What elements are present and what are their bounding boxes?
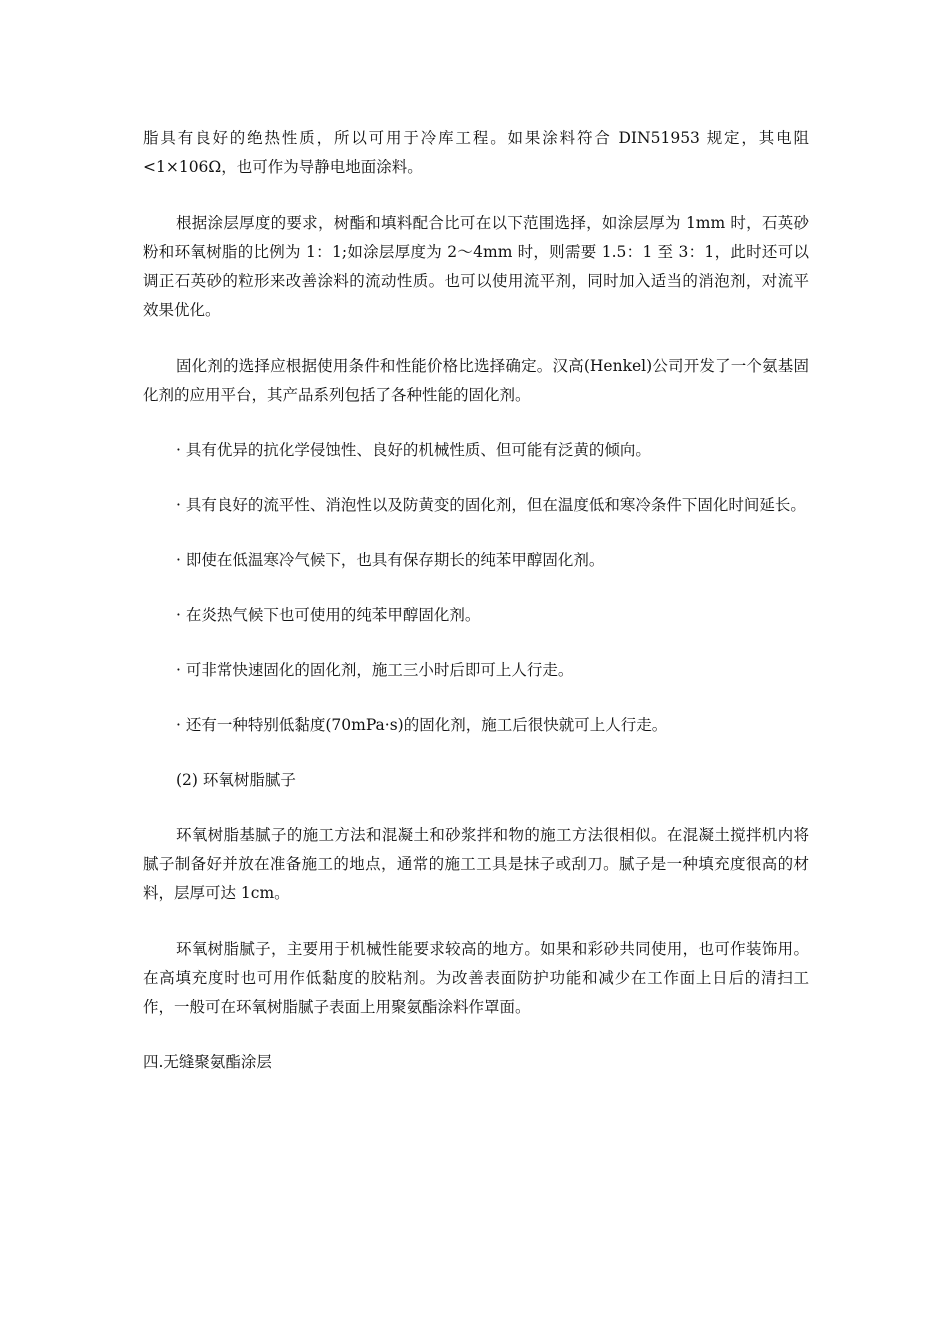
- paragraph-mix-ratio: 根据涂层厚度的要求，树酯和填料配合比可在以下范围选择，如涂层厚为 1mm 时，石英砂粉和环氧树脂的比例为 1：1;如涂层厚度为 2～4mm 时，则需要 1.5：1 至 3：1，此时还可以调正石英砂的粒形来改善涂料的流动性质。也可以使用流平剂，同时加入适当的消泡剂，对流平效果优化。: [143, 214, 809, 319]
- paragraph-curing-agent: 固化剂的选择应根据使用条件和性能价格比选择确定。汉高(Henkel)公司开发了一个氨基固化剂的应用平台，其产品系列包括了各种性能的固化剂。: [143, 357, 809, 404]
- document-page: [143, 124, 809, 1077]
- section-heading-epoxy-putty: (2) 环氧树脂腻子: [176, 771, 296, 789]
- bullet-item: · 可非常快速固化的固化剂，施工三小时后即可上人行走。: [176, 661, 574, 679]
- section-heading-polyurethane: 四.无缝聚氨酯涂层: [143, 1053, 272, 1071]
- paragraph-putty-usage: 环氧树脂腻子，主要用于机械性能要求较高的地方。如果和彩砂共同使用，也可作装饰用。在高填充度时也可用作低黏度的胶粘剂。为改善表面防护功能和减少在工作面上日后的清扫工作，一般可在环氧树脂腻子表面上用聚氨酯涂料作罩面。: [143, 940, 809, 1016]
- bullet-item: · 具有优异的抗化学侵蚀性、良好的机械性质、但可能有泛黄的倾向。: [176, 441, 651, 459]
- paragraph-insulation: 脂具有良好的绝热性质，所以可用于冷库工程。如果涂料符合 DIN51953 规定，其电阻<1×106Ω，也可作为导静电地面涂料。: [143, 129, 809, 176]
- paragraph-putty-method: 环氧树脂基腻子的施工方法和混凝土和砂浆拌和物的施工方法很相似。在混凝土搅拌机内将腻子制备好并放在准备施工的地点，通常的施工工具是抹子或刮刀。腻子是一种填充度很高的材料，层厚可达 1cm。: [143, 826, 809, 902]
- bullet-item: · 即使在低温寒冷气候下，也具有保存期长的纯苯甲醇固化剂。: [176, 551, 605, 569]
- bullet-item: · 还有一种特别低黏度(70mPa·s)的固化剂，施工后很快就可上人行走。: [176, 716, 668, 734]
- bullet-item: · 具有良好的流平性、消泡性以及防黄变的固化剂，但在温度低和寒冷条件下固化时间延长。: [176, 496, 806, 514]
- bullet-item: · 在炎热气候下也可使用的纯苯甲醇固化剂。: [176, 606, 481, 624]
